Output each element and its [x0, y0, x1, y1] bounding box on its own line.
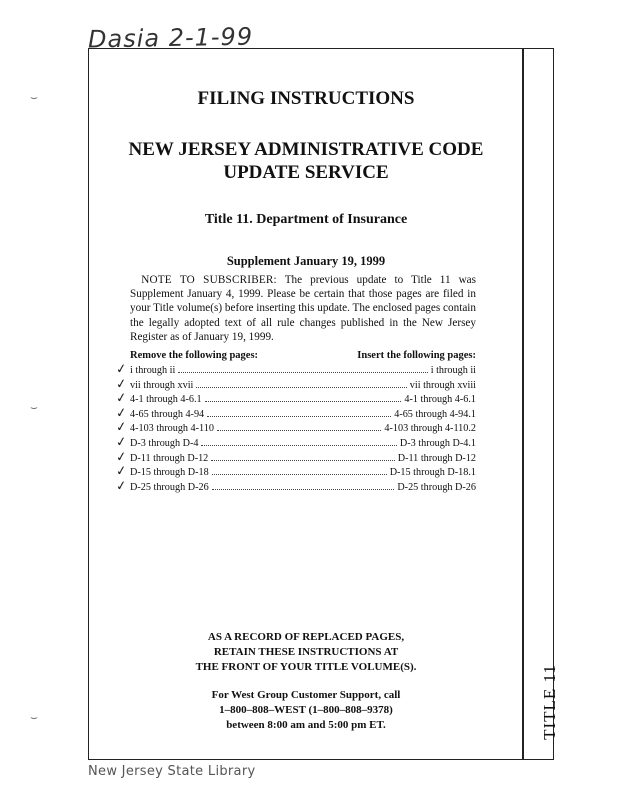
handwritten-check-icon: ✓ [115, 448, 128, 466]
pages-table [115, 361, 476, 495]
table-row [115, 419, 476, 437]
remove-pages: vii through xvii [130, 379, 194, 391]
dot-leader [211, 452, 394, 461]
retain-line: THE FRONT OF YOUR TITLE VOLUME(S). [195, 661, 417, 673]
margin-punch-mark: ⌣ [30, 90, 38, 104]
spine-label [538, 664, 562, 740]
remove-pages: D-15 through D-18 [130, 467, 209, 479]
subscriber-note [130, 273, 476, 344]
code-title-line: UPDATE SERVICE [223, 162, 389, 183]
code-title-line: NEW JERSEY ADMINISTRATIVE CODE [128, 139, 484, 160]
handwritten-check-icon: ✓ [115, 375, 128, 393]
customer-support [100, 688, 512, 733]
dot-leader [217, 422, 381, 431]
insert-pages: i through ii [430, 365, 476, 376]
handwritten-check-icon: ✓ [115, 434, 128, 451]
handwritten-check-icon: ✓ [115, 390, 128, 407]
pages-table-header [130, 350, 476, 361]
handwritten-check-icon: ✓ [115, 405, 128, 422]
remove-pages: D-11 through D-12 [130, 452, 209, 464]
remove-pages: D-3 through D-4 [130, 437, 199, 449]
handwritten-check-icon: ✓ [115, 478, 128, 495]
margin-punch-mark: ⌣ [30, 710, 38, 724]
insert-pages: D-11 through D-12 [397, 452, 476, 464]
remove-header: Remove the following pages: [130, 350, 259, 361]
dot-leader [178, 364, 427, 373]
note-text: The previous update to Title 11 was Supplement January 4, 1999. Please be certain that those pages are filed in your Title volume(s) before inserting this update. The enclosed pages contain the legally adopted text of all rule changes published in the New Jersey Register as of January 19, 1999. [130, 274, 476, 343]
insert-pages: D-3 through D-4.1 [399, 437, 476, 449]
insert-pages: 4-65 through 4-94.1 [394, 408, 476, 420]
remove-pages: 4-103 through 4-110 [130, 423, 214, 435]
table-row [115, 434, 476, 452]
insert-pages: 4-103 through 4-110.2 [384, 423, 476, 435]
code-title [100, 138, 512, 184]
table-row [115, 448, 476, 467]
table-row [115, 463, 476, 481]
remove-pages: 4-65 through 4-94 [130, 408, 205, 420]
handwritten-check-icon: ✓ [115, 463, 128, 480]
insert-pages: D-25 through D-26 [397, 481, 476, 493]
remove-pages: i through ii [130, 365, 176, 376]
table-row [115, 390, 476, 408]
retain-line: RETAIN THESE INSTRUCTIONS AT [213, 646, 399, 658]
note-label: NOTE TO SUBSCRIBER: [141, 274, 277, 286]
dot-leader [207, 408, 391, 417]
dot-leader [201, 437, 396, 446]
retain-notice [100, 630, 512, 675]
remove-pages: 4-1 through 4-6.1 [130, 394, 202, 406]
library-stamp: New Jersey State Library [88, 764, 256, 779]
insert-pages: 4-1 through 4-6.1 [404, 394, 476, 406]
insert-header: Insert the following pages: [357, 350, 476, 361]
spine-divider [522, 48, 524, 760]
table-row [115, 375, 476, 394]
dot-leader [205, 393, 402, 402]
table-row [115, 361, 476, 379]
supplement-date: Supplement January 19, 1999 [226, 254, 386, 268]
margin-punch-mark: ⌣ [30, 400, 38, 414]
support-line: For West Group Customer Support, call [211, 689, 401, 701]
dot-leader [212, 481, 395, 490]
insert-pages: vii through xviii [409, 379, 476, 391]
handwritten-date-note: Dasia 2-1-99 [87, 22, 254, 54]
spine-title: TITLE 11 [540, 664, 559, 740]
support-phone: 1–800–808–WEST (1–800–808–9378) [219, 704, 393, 716]
dot-leader [212, 466, 387, 475]
title-heading: Title 11. Department of Insurance [204, 212, 408, 227]
remove-pages: D-25 through D-26 [130, 481, 209, 493]
insert-pages: D-15 through D-18.1 [389, 467, 476, 479]
handwritten-check-icon: ✓ [115, 419, 128, 437]
document-heading: FILING INSTRUCTIONS [197, 88, 415, 109]
support-hours: between 8:00 am and 5:00 pm ET. [226, 719, 386, 731]
dot-leader [196, 379, 406, 388]
table-row [115, 405, 476, 423]
handwritten-check-icon: ✓ [115, 361, 128, 378]
table-row [115, 478, 476, 496]
retain-line: AS A RECORD OF REPLACED PAGES, [207, 631, 405, 643]
